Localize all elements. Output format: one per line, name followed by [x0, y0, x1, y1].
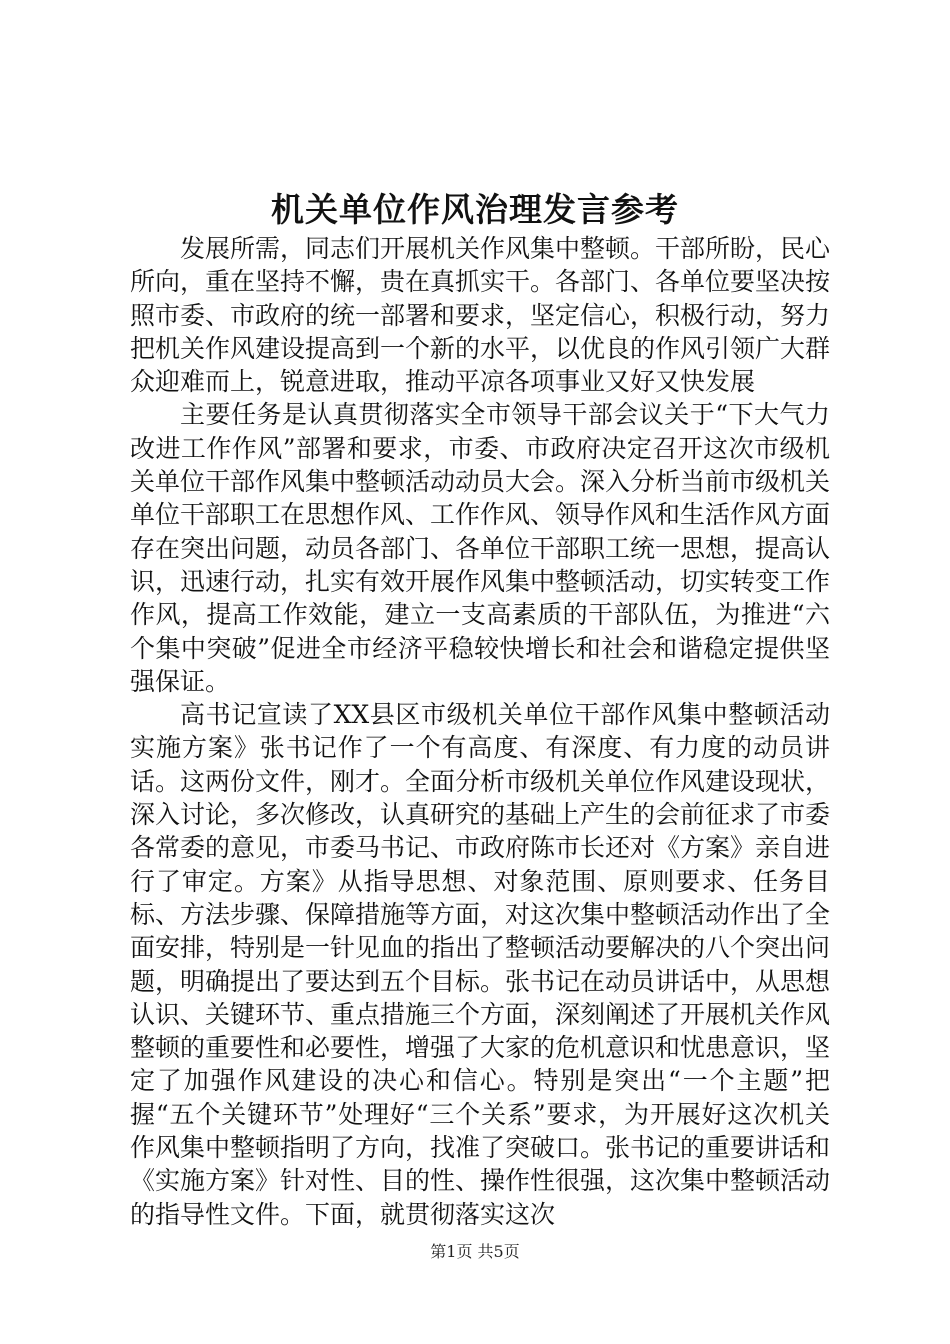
paragraph-3: 高书记宣读了XX县区市级机关单位干部作风集中整顿活动实施方案》张书记作了一个有高度、有深度、有力度的动员讲话。这两份文件，刚才。全面分析市级机关单位作风建设现状，深入讨论，多次修改，认真研究的基础上产生的会前征求了市委各常委的意见，市委马书记、市政府陈市长还对《方案》亲自进行了审定。方案》从指导思想、对象范围、原则要求、任务目标、方法步骤、保障措施等方面，对这次集中整顿活动作出了全面安排，特别是一针见血的指出了整顿活动要解决的八个突出问题，明确提出了要达到五个目标。张书记在动员讲话中，从思想认识、关键环节、重点措施三个方面，深刻阐述了开展机关作风整顿的重要性和必要性，增强了大家的危机意识和忧患意识，坚定了加强作风建设的决心和信心。特别是突出“一个主题”把握“五个关键环节”处理好“三个关系”要求，为开展好这次机关作风集中整顿指明了方向，找准了突破口。张书记的重要讲话和《实施方案》针对性、目的性、操作性很强，这次集中整顿活动的指导性文件。下面，就贯彻落实这次 [130, 700, 831, 1229]
document-body [130, 232, 830, 1231]
paragraph-2: 主要任务是认真贯彻落实全市领导干部会议关于“下大气力改进工作作风”部署和要求，市委、市政府决定召开这次市级机关单位干部作风集中整顿活动动员大会。深入分析当前市级机关单位干部职工在思想作风、工作作风、领导作风和生活作风方面存在突出问题，动员各部门、各单位干部职工统一思想，提高认识，迅速行动，扎实有效开展作风集中整顿活动，切实转变工作作风，提高工作效能，建立一支高素质的干部队伍，为推进“六个集中突破”促进全市经济平稳较快增长和社会和谐稳定提供坚强保证。 [130, 400, 831, 696]
paragraph-1: 发展所需，同志们开展机关作风集中整顿。干部所盼，民心所向，重在坚持不懈，贵在真抓实干。各部门、各单位要坚决按照市委、市政府的统一部署和要求，坚定信心，积极行动，努力把机关作风建设提高到一个新的水平，以优良的作风引领广大群众迎难而上，锐意进取，推动平凉各项事业又好又快发展 [130, 234, 831, 397]
document-title: 机关单位作风治理发言参考 [271, 190, 679, 229]
page-number-footer: 第1页 共5页 [430, 1242, 520, 1261]
